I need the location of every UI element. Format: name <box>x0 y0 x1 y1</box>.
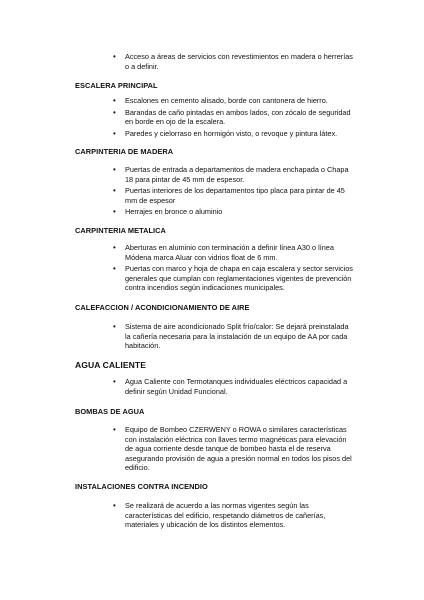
bullet-list-escalera-principal <box>113 96 353 140</box>
bullet-icon: • <box>113 501 116 510</box>
bullet-icon: • <box>113 128 116 138</box>
section-heading-carpinteria-madera: CARPINTERIA DE MADERA <box>75 147 174 156</box>
bullet-icon: • <box>113 207 116 217</box>
list-item-text: Acceso a áreas de servicios con revestimientos en madera o herrerías o a definir. <box>125 52 353 71</box>
list-item <box>113 129 353 139</box>
list-item-text: Herrajes en bronce o aluminio <box>125 207 223 217</box>
bullet-icon: • <box>113 186 116 196</box>
bullet-list-calefaccion <box>113 322 353 353</box>
bullet-icon: • <box>113 96 116 105</box>
list-item <box>113 165 353 184</box>
list-item-text: Sistema de aire acondicionado Split frío/calor: Se dejará preinstalada la cañería necesaria para la instalación de un equipo de AA por cada habitación. <box>125 322 349 351</box>
list-item <box>113 243 353 262</box>
section-heading-bombas-agua: BOMBAS DE AGUA <box>75 407 145 416</box>
bullet-icon: • <box>113 243 116 252</box>
bullet-icon: • <box>113 264 116 274</box>
list-item <box>113 96 353 106</box>
section-heading-calefaccion: CALEFACCION / ACONDICIONAMIENTO DE AIRE <box>75 303 250 312</box>
bullet-list-carpinteria-metalica <box>113 243 353 295</box>
list-item <box>113 322 353 351</box>
bullet-icon: • <box>113 322 116 331</box>
list-item <box>113 186 353 205</box>
list-item <box>113 501 353 530</box>
list-item-text: Paredes y cielorraso en hormigón visto, o revoque y pintura látex. <box>125 128 338 138</box>
list-item <box>113 377 353 396</box>
bullet-list-carpinteria-madera <box>113 165 353 219</box>
list-item-text: Equipo de Bombeo CZERWENY o ROWA o similares características con instalación eléctrica con llaves termo magnéticas para elevación de agua corriente desde tanque de bombeo hasta el de reserva asegurando provisión de agua a presión normal en todos los pisos del edificio. <box>125 425 352 473</box>
bullet-list-instalaciones-incendio <box>113 501 353 532</box>
bullet-icon: • <box>113 377 116 386</box>
list-item <box>113 425 353 473</box>
list-item <box>113 52 353 71</box>
section-heading-instalaciones-incendio: INSTALACIONES CONTRA INCENDIO <box>75 482 208 491</box>
list-item <box>113 108 353 127</box>
list-item-text: Puertas con marco y hoja de chapa en caja escalera y sector servicios generales que cumplan con reglamentaciones vigentes de prevención contra incendios según indicaciones municipales. <box>125 264 353 293</box>
bullet-icon: • <box>113 425 116 434</box>
bullet-icon: • <box>113 52 116 61</box>
list-item-text: Aberturas en aluminio con terminación a definir línea A30 o línea Módena marca Aluar con vidrios float de 6 mm. <box>125 243 334 262</box>
bullet-list-agua-caliente <box>113 377 353 398</box>
list-item-text: Barandas de caño pintadas en ambos lados, con zócalo de seguridad en borde en ojo de la escalera. <box>125 107 351 127</box>
bullet-icon: • <box>113 165 116 174</box>
list-item-text: Puertas de entrada a departamentos de madera enchapada o Chapa 18 para pintar de 45 mm de espesor. <box>125 165 349 184</box>
list-item-text: Escalones en cemento alisado, borde con cantonera de hierro. <box>125 96 328 105</box>
list-item <box>113 264 353 293</box>
section-heading-agua-caliente: AGUA CALIENTE <box>75 360 146 370</box>
list-item-text: Agua Caliente con Termotanques individuales eléctricos capacidad a definir según Unidad Funcional. <box>125 377 348 396</box>
list-item-text: Puertas interiores de los departamentos tipo placa para pintar de 45 mm de espesor <box>125 186 345 205</box>
bullet-list-bombas-agua <box>113 425 353 475</box>
bullet-list-continuation <box>113 52 353 73</box>
list-item-text: Se realizará de acuerdo a las normas vigentes según las características del edificio, respetando diámetros de cañerías, materiales y ubicación de los distintos elementos. <box>125 501 326 530</box>
bullet-icon: • <box>113 107 116 117</box>
list-item <box>113 207 353 217</box>
section-heading-escalera-principal: ESCALERA PRINCIPAL <box>75 81 158 90</box>
section-heading-carpinteria-metalica: CARPINTERIA METALICA <box>75 226 166 235</box>
